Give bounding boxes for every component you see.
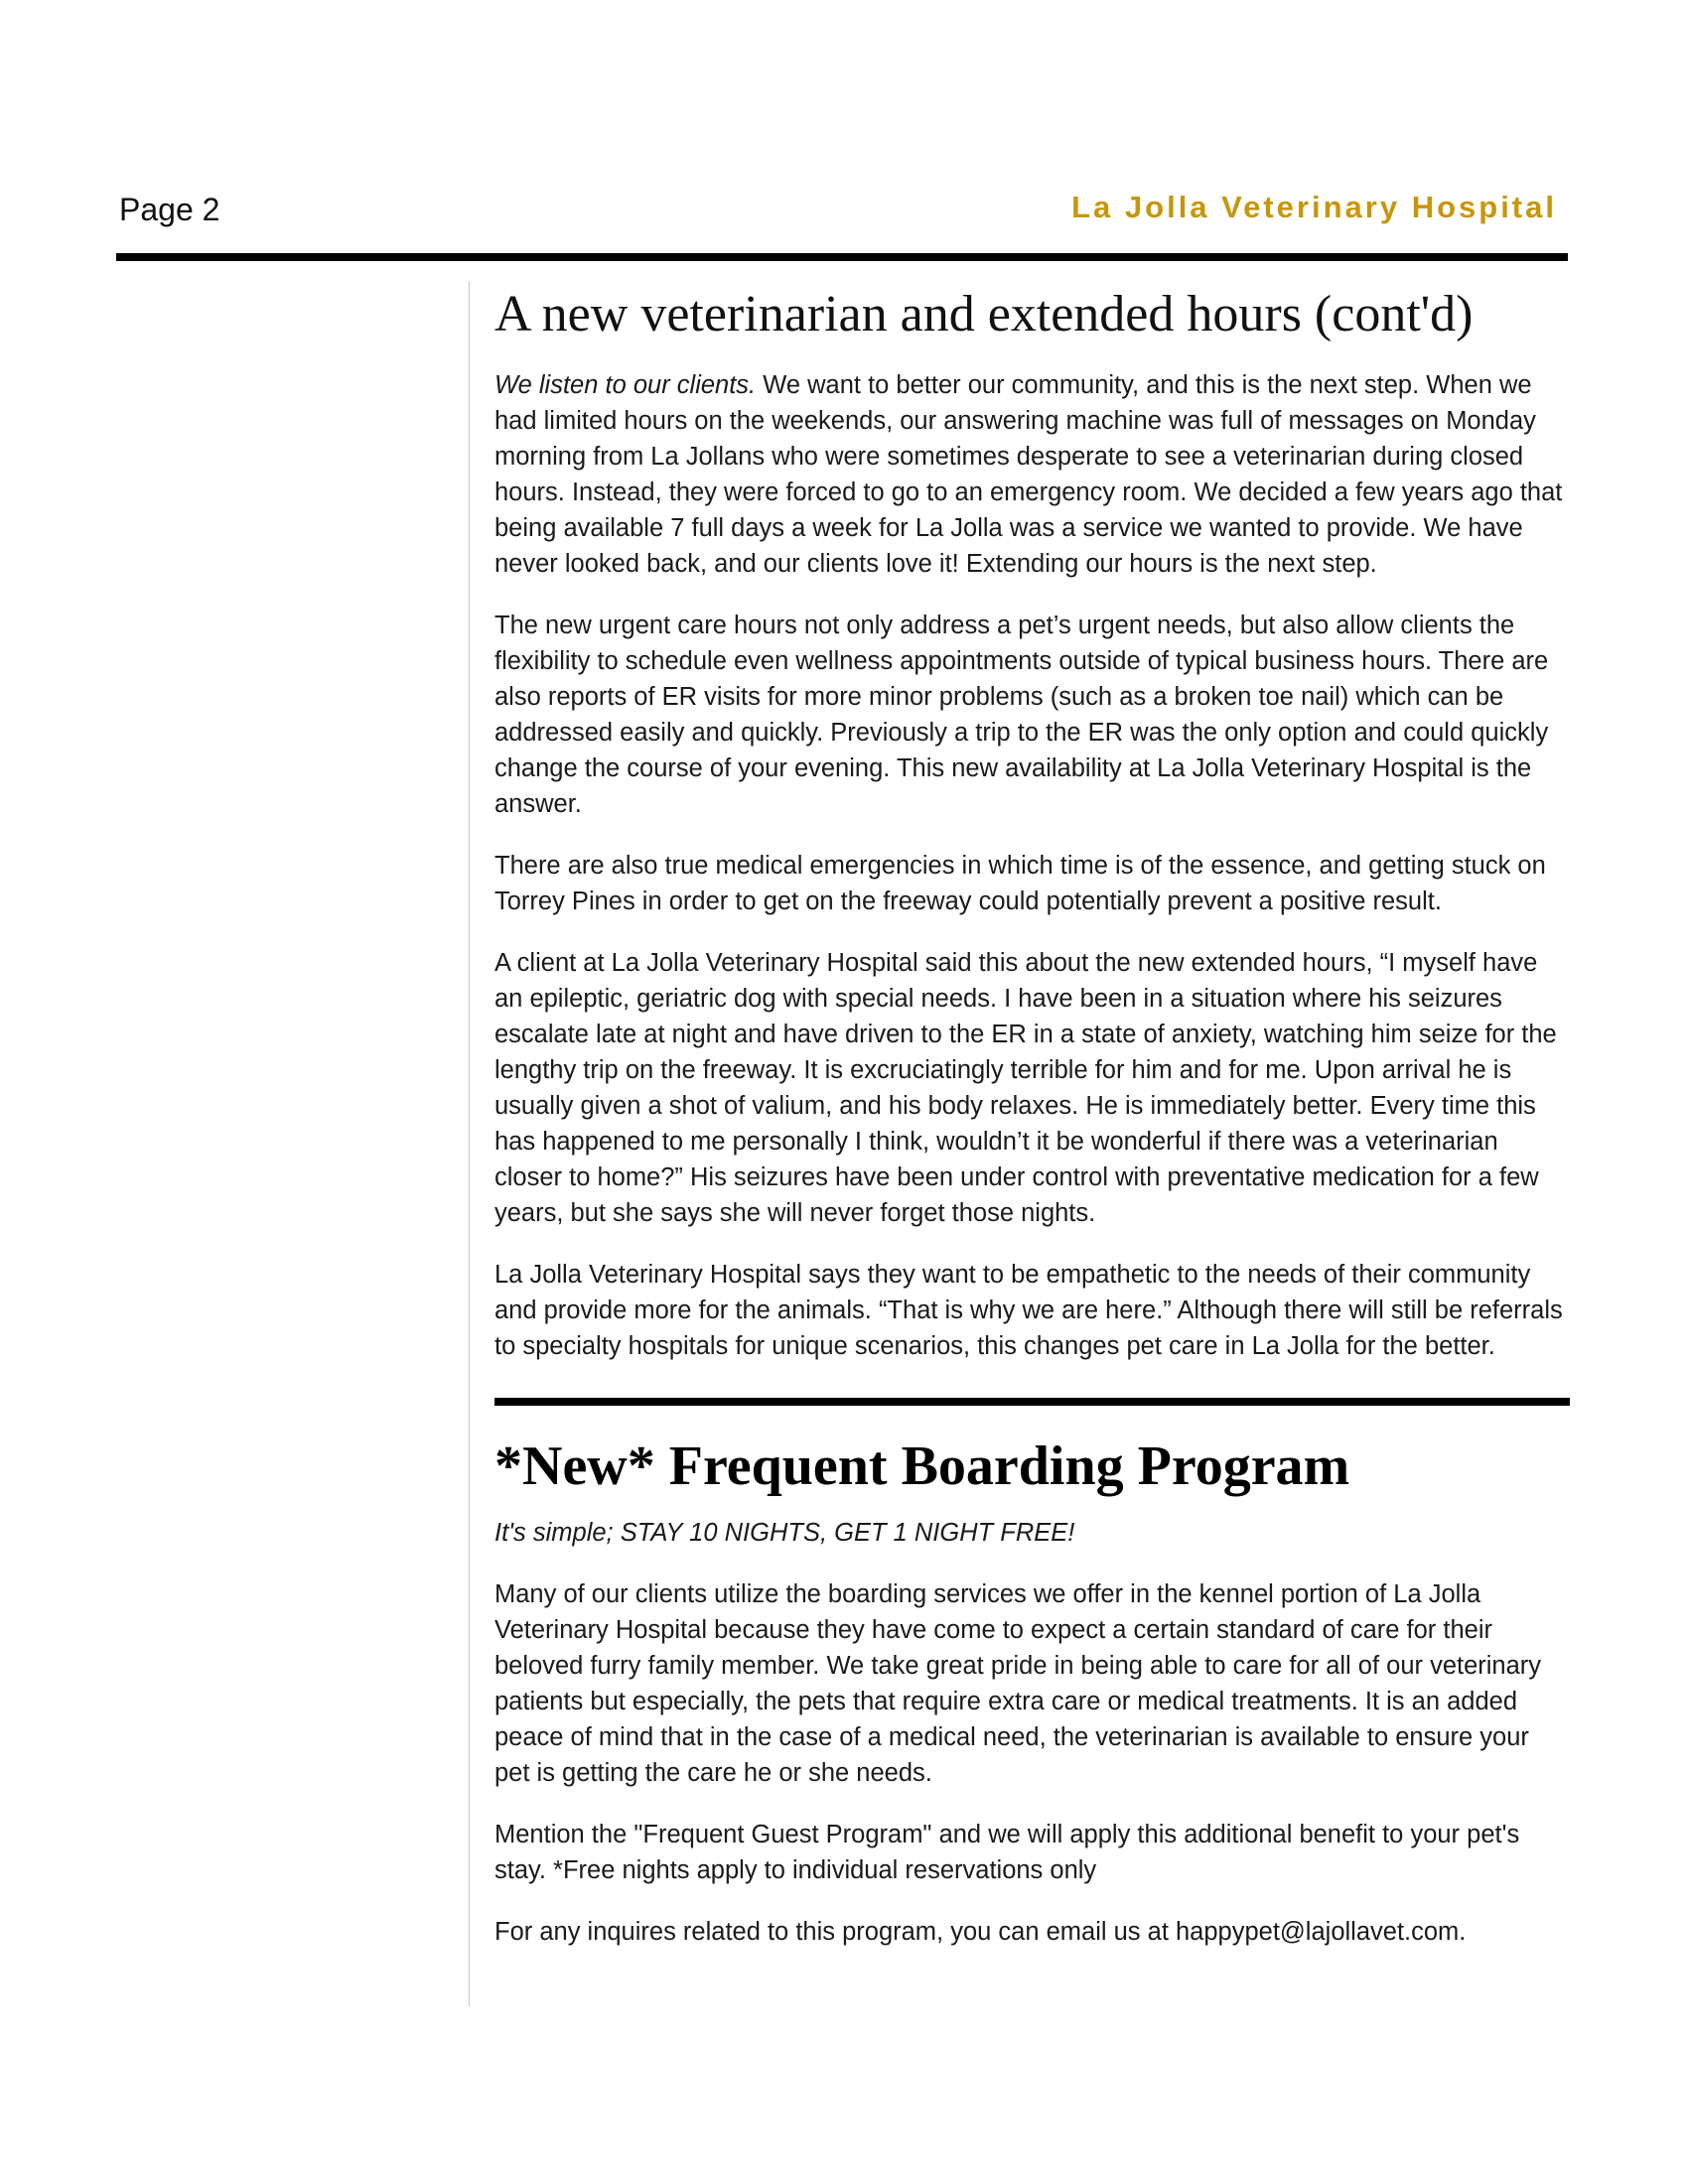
article-paragraph: The new urgent care hours not only address a pet’s urgent needs, but also allow clients the flexibility to schedule even wellness appointments outside of typical business hours. There are also reports of ER visits for more minor problems (such as a broken toe nail) which can be addressed easily and quickly. Previously a trip to the ER was the only option and could quickly change the course of your evening. This new availability at La Jolla Veterinary Hospital is the answer. (494, 612, 1549, 819)
article-paragraph: Many of our clients utilize the boarding services we offer in the kennel portion of La Jolla Veterinary Hospital because they have come to expect a certain standard of care for their beloved furry family member. We take great pride in being able to care for all of our veterinary patients but especially, the pets that require extra care or medical treatments. It is an added peace of mind that in the case of a medical need, the veterinarian is available to ensure your pet is getting the care he or she needs. (494, 1579, 1542, 1787)
article-paragraph: Mention the "Frequent Guest Program" and we will apply this additional benefit to your pet's stay. *Free nights apply to individual reservations only (494, 1820, 1520, 1884)
article-title: A new veterinarian and extended hours (cont'd) (494, 286, 1474, 342)
main-content (494, 284, 1567, 1976)
program-tagline: It's simple; STAY 10 NIGHTS, GET 1 NIGHT FREE! (494, 1518, 1075, 1547)
section-divider (494, 1398, 1570, 1406)
publication-title: La Jolla Veterinary Hospital (1071, 190, 1557, 224)
article-paragraph (494, 367, 1567, 582)
section-title: *New* Frequent Boarding Program (494, 1435, 1350, 1498)
page-number: Page 2 (119, 192, 220, 227)
column-divider (469, 281, 470, 2006)
paragraph-text: We want to better our community, and this is the next step. When we had limited hours on the weekends, our answering machine was full of messages on Monday morning from La Jollans who were sometimes desperate to see a veterinarian during closed hours. Instead, they were forced to go to an emergency room. We decided a few years ago that being available 7 full days a week for La Jolla was a service we wanted to provide. We have never looked back, and our clients love it! Extending our hours is the next step. (494, 371, 1563, 579)
contact-paragraph: For any inquires related to this program, you can email us at happypet@lajollavet.com. (494, 1917, 1467, 1946)
article-paragraph: There are also true medical emergencies in which time is of the essence, and getting stuck on Torrey Pines in order to get on the freeway could potentially prevent a positive result. (494, 852, 1546, 916)
header-divider (116, 253, 1568, 261)
article-paragraph: La Jolla Veterinary Hospital says they want to be empathetic to the needs of their community and provide more for the animals. “That is why we are here.” Although there will still be referrals to specialty hospitals for unique scenarios, this changes pet care in La Jolla for the better. (494, 1261, 1563, 1361)
article-paragraph: A client at La Jolla Veterinary Hospital said this about the new extended hours, “I myself have an epileptic, geriatric dog with special needs. I have been in a situation where his seizures escalate late at night and have driven to the ER in a state of anxiety, watching him seize for the lengthy trip on the freeway. It is excruciatingly terrible for him and for me. Upon arrival he is usually given a shot of valium, and his body relaxes. He is immediately better. Every time this has happened to me personally I think, wouldn’t it be wonderful if there was a veterinarian closer to home?” His seizures have been under control with preventative medication for a few years, but she says she will never forget those nights. (494, 949, 1557, 1228)
intro-emphasis: We listen to our clients. (494, 371, 757, 400)
